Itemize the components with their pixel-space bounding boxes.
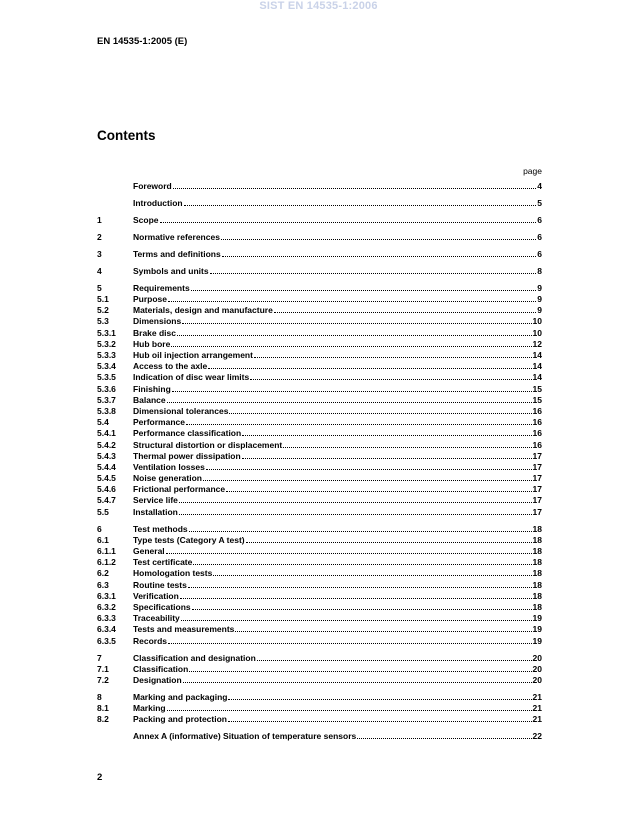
toc-entry-number: 7 xyxy=(97,652,102,663)
toc-entry-number: 7.2 xyxy=(97,674,109,685)
dot-leader xyxy=(203,473,532,481)
toc-entry[interactable] xyxy=(97,524,542,535)
toc-entry[interactable] xyxy=(97,624,542,635)
toc-entry-title: Hub oil injection arrangement xyxy=(133,350,253,361)
dot-leader xyxy=(173,181,537,189)
toc-entry-page: 20 xyxy=(532,652,542,663)
toc-entry-title: Materials, design and manufacture xyxy=(133,305,273,316)
toc-entry-title: Marking xyxy=(133,703,166,714)
toc-entry-number: 8.2 xyxy=(97,714,109,725)
toc-entry[interactable] xyxy=(97,266,542,277)
toc-entry-page: 17 xyxy=(532,484,542,495)
toc-entry[interactable] xyxy=(97,181,542,192)
toc-entry-number: 5.4.7 xyxy=(97,495,116,506)
toc-entry-page: 18 xyxy=(532,568,542,579)
toc-entry-title: Structural distortion or displacement xyxy=(133,439,283,450)
toc-entry-number: 5.3.8 xyxy=(97,405,116,416)
toc-entry[interactable] xyxy=(97,283,542,294)
toc-entry-number: 6.3 xyxy=(97,579,109,590)
toc-entry-title: Test methods xyxy=(133,523,188,534)
toc-entry-page: 17 xyxy=(532,495,542,506)
toc-entry[interactable] xyxy=(97,428,542,439)
toc-entry-page: 9 xyxy=(537,282,542,293)
table-of-contents xyxy=(97,181,542,742)
toc-entry-title: General xyxy=(133,546,165,557)
toc-entry-page: 20 xyxy=(532,674,542,685)
toc-entry-number: 6.3.2 xyxy=(97,601,116,612)
dot-leader xyxy=(254,350,532,358)
toc-entry[interactable] xyxy=(97,328,542,339)
dot-leader xyxy=(171,339,531,347)
toc-entry-title: Indication of disc wear limits xyxy=(133,372,250,383)
toc-entry-title: Marking and packaging xyxy=(133,691,228,702)
toc-entry-page: 18 xyxy=(532,590,542,601)
dot-leader xyxy=(168,294,536,302)
toc-entry-title: Performance classification xyxy=(133,428,242,439)
toc-entry-title: Ventilation losses xyxy=(133,461,205,472)
toc-entry-title: Classification xyxy=(133,663,189,674)
dot-leader xyxy=(180,591,532,599)
toc-entry-title: Access to the axle xyxy=(133,361,208,372)
toc-entry-number: 1 xyxy=(97,214,102,225)
toc-entry-page: 18 xyxy=(532,601,542,612)
toc-entry[interactable] xyxy=(97,361,542,372)
toc-entry[interactable] xyxy=(97,305,542,316)
toc-entry-page: 6 xyxy=(537,231,542,242)
toc-entry-title: Hub bore xyxy=(133,338,171,349)
toc-entry-number: 5.3 xyxy=(97,316,109,327)
toc-entry-title: Traceability xyxy=(133,613,180,624)
toc-entry[interactable] xyxy=(97,350,542,361)
toc-entry-number: 5.4 xyxy=(97,417,109,428)
dot-leader xyxy=(221,232,536,240)
toc-entry-page: 6 xyxy=(537,214,542,225)
toc-entry-title: Performance xyxy=(133,417,185,428)
toc-entry-page: 18 xyxy=(532,546,542,557)
dot-leader xyxy=(179,495,532,503)
toc-entry[interactable] xyxy=(97,417,542,428)
toc-entry-title: Finishing xyxy=(133,383,171,394)
toc-entry-number: 5.4.2 xyxy=(97,439,116,450)
dot-leader xyxy=(257,653,532,661)
toc-entry-title: Thermal power dissipation xyxy=(133,450,241,461)
toc-entry-page: 18 xyxy=(532,557,542,568)
toc-entry-title: Annex A (informative) Situation of temperature sensors xyxy=(133,731,357,742)
toc-entry[interactable] xyxy=(97,568,542,579)
toc-entry-number: 6.3.3 xyxy=(97,613,116,624)
toc-entry-number: 5.3.5 xyxy=(97,372,116,383)
dot-leader xyxy=(250,372,531,380)
toc-entry-title: Routine tests xyxy=(133,579,187,590)
toc-entry-page: 17 xyxy=(532,461,542,472)
toc-entry-page: 16 xyxy=(532,428,542,439)
dot-leader xyxy=(179,507,532,515)
toc-entry-page: 16 xyxy=(532,405,542,416)
toc-entry-page: 10 xyxy=(532,316,542,327)
dot-leader xyxy=(192,602,532,610)
toc-entry-page: 17 xyxy=(532,450,542,461)
toc-entry-number: 5.4.6 xyxy=(97,484,116,495)
toc-entry-page: 21 xyxy=(532,703,542,714)
dot-leader xyxy=(226,484,531,492)
toc-entry-title: Brake disc xyxy=(133,327,176,338)
toc-entry[interactable] xyxy=(97,372,542,383)
toc-entry-title: Test certificate xyxy=(133,557,193,568)
toc-entry[interactable] xyxy=(97,580,542,591)
dot-leader xyxy=(177,328,532,336)
dot-leader xyxy=(274,305,536,313)
toc-entry-number: 5.3.4 xyxy=(97,361,116,372)
page-title: Contents xyxy=(97,128,156,143)
toc-entry-number: 8 xyxy=(97,691,102,702)
toc-entry-title: Introduction xyxy=(133,197,183,208)
toc-entry-title: Installation xyxy=(133,506,178,517)
toc-entry-number: 5.4.3 xyxy=(97,450,116,461)
toc-entry-title: Classification and designation xyxy=(133,652,256,663)
dot-leader xyxy=(188,580,532,588)
toc-entry[interactable] xyxy=(97,714,542,725)
toc-entry-number: 5.4.5 xyxy=(97,473,116,484)
toc-entry[interactable] xyxy=(97,462,542,473)
toc-entry-number: 5.3.6 xyxy=(97,383,116,394)
dot-leader xyxy=(167,395,532,403)
toc-entry-page: 21 xyxy=(532,714,542,725)
toc-entry-title: Frictional performance xyxy=(133,484,226,495)
toc-entry[interactable] xyxy=(97,636,542,647)
toc-entry-number: 6 xyxy=(97,523,102,534)
toc-entry-title: Symbols and units xyxy=(133,265,209,276)
toc-entry-page: 15 xyxy=(532,394,542,405)
dot-leader xyxy=(183,675,532,683)
dot-leader xyxy=(189,664,531,672)
toc-entry-title: Tests and measurements xyxy=(133,624,235,635)
toc-entry[interactable] xyxy=(97,232,542,243)
dot-leader xyxy=(228,714,532,722)
toc-entry[interactable] xyxy=(97,495,542,506)
toc-entry-title: Type tests (Category A test) xyxy=(133,534,245,545)
dot-leader xyxy=(181,613,532,621)
toc-entry-title: Homologation tests xyxy=(133,568,213,579)
toc-entry[interactable] xyxy=(97,675,542,686)
toc-entry[interactable] xyxy=(97,249,542,260)
toc-entry-title: Requirements xyxy=(133,282,190,293)
toc-entry-title: Dimensions xyxy=(133,316,182,327)
document-header: EN 14535-1:2005 (E) xyxy=(97,36,188,47)
dot-leader xyxy=(246,535,532,543)
dot-leader xyxy=(160,215,537,223)
toc-entry-number: 7.1 xyxy=(97,663,109,674)
dot-leader xyxy=(242,451,532,459)
toc-entry-title: Balance xyxy=(133,394,166,405)
toc-entry-number: 5.3.3 xyxy=(97,350,116,361)
dot-leader xyxy=(168,636,532,644)
toc-entry[interactable] xyxy=(97,653,542,664)
toc-entry-title: Designation xyxy=(133,674,182,685)
dot-leader xyxy=(184,198,537,206)
dot-leader xyxy=(182,316,531,324)
toc-entry[interactable] xyxy=(97,395,542,406)
dot-leader xyxy=(357,731,531,739)
toc-entry-page: 12 xyxy=(532,338,542,349)
dot-leader xyxy=(222,249,537,257)
toc-entry-number: 5.3.2 xyxy=(97,338,116,349)
toc-entry-number: 4 xyxy=(97,265,102,276)
toc-entry[interactable] xyxy=(97,339,542,350)
toc-entry-page: 19 xyxy=(532,613,542,624)
toc-entry-number: 6.1 xyxy=(97,534,109,545)
toc-entry-page: 4 xyxy=(537,181,542,191)
dot-leader xyxy=(172,384,532,392)
toc-entry-number: 5.4.4 xyxy=(97,461,116,472)
toc-entry[interactable] xyxy=(97,692,542,703)
toc-entry-page: 22 xyxy=(532,731,542,742)
toc-entry-number: 5.3.7 xyxy=(97,394,116,405)
toc-entry-page: 17 xyxy=(532,506,542,517)
toc-entry[interactable] xyxy=(97,406,542,417)
page-column-label: page xyxy=(523,166,542,176)
toc-entry-page: 20 xyxy=(532,663,542,674)
toc-entry[interactable] xyxy=(97,440,542,451)
toc-entry-number: 5 xyxy=(97,282,102,293)
toc-entry-page: 18 xyxy=(532,534,542,545)
dot-leader xyxy=(166,546,532,554)
dot-leader xyxy=(229,406,531,414)
toc-entry-number: 5.3.1 xyxy=(97,327,116,338)
toc-entry-page: 14 xyxy=(532,372,542,383)
toc-entry-title: Service life xyxy=(133,495,178,506)
toc-entry-page: 17 xyxy=(532,473,542,484)
toc-entry[interactable] xyxy=(97,451,542,462)
page-number: 2 xyxy=(97,772,103,783)
toc-entry[interactable] xyxy=(97,316,542,327)
dot-leader xyxy=(213,568,531,576)
dot-leader xyxy=(235,624,531,632)
toc-entry-title: Scope xyxy=(133,214,159,225)
dot-leader xyxy=(242,428,531,436)
dot-leader xyxy=(191,283,537,291)
toc-entry[interactable] xyxy=(97,613,542,624)
toc-entry[interactable] xyxy=(97,473,542,484)
toc-entry-page: 18 xyxy=(532,523,542,534)
toc-entry-number: 6.3.5 xyxy=(97,635,116,646)
toc-entry-number: 5.5 xyxy=(97,506,109,517)
toc-entry[interactable] xyxy=(97,484,542,495)
toc-entry-title: Purpose xyxy=(133,294,168,305)
toc-entry-page: 14 xyxy=(532,361,542,372)
dot-leader xyxy=(208,361,531,369)
toc-entry-page: 8 xyxy=(537,265,542,276)
toc-entry-page: 14 xyxy=(532,350,542,361)
toc-entry-number: 6.3.1 xyxy=(97,590,116,601)
toc-entry[interactable] xyxy=(97,602,542,613)
dot-leader xyxy=(206,462,532,470)
toc-entry-title: Dimensional tolerances xyxy=(133,405,229,416)
toc-entry-page: 18 xyxy=(532,579,542,590)
dot-leader xyxy=(228,692,531,700)
toc-entry[interactable] xyxy=(97,703,542,714)
toc-entry-page: 16 xyxy=(532,439,542,450)
toc-entry-page: 15 xyxy=(532,383,542,394)
toc-entry[interactable] xyxy=(97,731,542,742)
toc-entry[interactable] xyxy=(97,215,542,226)
toc-entry-page: 6 xyxy=(537,248,542,259)
toc-entry-number: 6.2 xyxy=(97,568,109,579)
dot-leader xyxy=(210,266,537,274)
toc-entry-page: 9 xyxy=(537,294,542,305)
toc-entry-page: 9 xyxy=(537,305,542,316)
toc-entry-number: 6.1.1 xyxy=(97,546,116,557)
toc-entry-number: 6.3.4 xyxy=(97,624,116,635)
toc-entry[interactable] xyxy=(97,384,542,395)
toc-entry-page: 19 xyxy=(532,635,542,646)
toc-entry-page: 21 xyxy=(532,691,542,702)
toc-entry-title: Specifications xyxy=(133,601,191,612)
watermark: SIST EN 14535-1:2006 xyxy=(259,0,378,12)
toc-entry-title: Noise generation xyxy=(133,473,202,484)
toc-entry-title: Foreword xyxy=(133,181,172,191)
toc-entry-number: 5.2 xyxy=(97,305,109,316)
toc-entry[interactable] xyxy=(97,535,542,546)
dot-leader xyxy=(283,440,531,448)
toc-entry[interactable] xyxy=(97,664,542,675)
toc-entry-page: 5 xyxy=(537,197,542,208)
toc-entry-page: 19 xyxy=(532,624,542,635)
toc-entry[interactable] xyxy=(97,591,542,602)
dot-leader xyxy=(189,524,532,532)
toc-entry-title: Records xyxy=(133,635,168,646)
toc-entry[interactable] xyxy=(97,507,542,518)
toc-entry-number: 3 xyxy=(97,248,102,259)
toc-entry-number: 5.1 xyxy=(97,294,109,305)
toc-entry-page: 16 xyxy=(532,417,542,428)
toc-entry-page: 10 xyxy=(532,327,542,338)
toc-entry[interactable] xyxy=(97,546,542,557)
toc-entry-number: 5.4.1 xyxy=(97,428,116,439)
toc-entry-number: 2 xyxy=(97,231,102,242)
toc-entry-number: 6.1.2 xyxy=(97,557,116,568)
toc-entry-title: Normative references xyxy=(133,231,220,242)
toc-entry-title: Verification xyxy=(133,590,179,601)
toc-entry-title: Terms and definitions xyxy=(133,248,221,259)
toc-entry-number: 8.1 xyxy=(97,703,109,714)
toc-entry[interactable] xyxy=(97,294,542,305)
toc-entry[interactable] xyxy=(97,198,542,209)
dot-leader xyxy=(167,703,532,711)
toc-entry-title: Packing and protection xyxy=(133,714,227,725)
toc-entry[interactable] xyxy=(97,557,542,568)
dot-leader xyxy=(193,557,531,565)
dot-leader xyxy=(186,417,532,425)
